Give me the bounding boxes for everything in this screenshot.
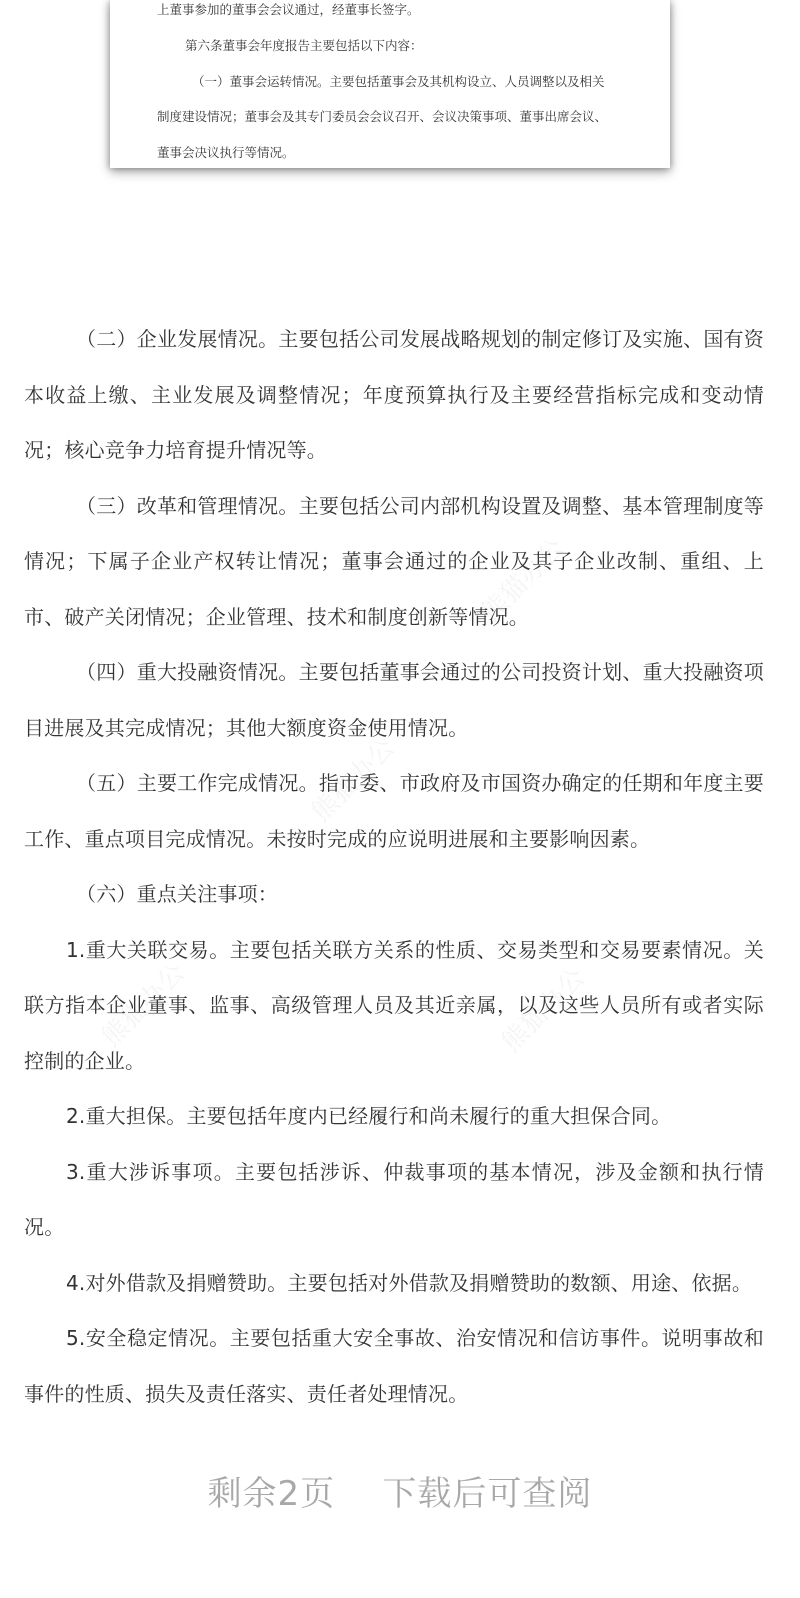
remaining-pages-notice[interactable]: 剩余2页 下载后可查阅	[207, 1474, 593, 1514]
paragraph: （二）企业发展情况。主要包括公司发展战略规划的制定修订及实施、国有资本收益上缴、主业发展及调整情况；年度预算执行及主要经营指标完成和变动情况；核心竞争力培育提升情况等。	[24, 327, 764, 462]
document-body	[24, 312, 764, 1422]
paragraph: 1.重大关联交易。主要包括关联方关系的性质、交易类型和交易要素情况。关联方指本企业董事、监事、高级管理人员及其近亲属，以及这些人员所有或者实际控制的企业。	[24, 937, 764, 1073]
paragraph: （六）重点关注事项：	[76, 882, 278, 906]
paragraph: （五）主要工作完成情况。指市委、市政府及市国资办确定的任期和年度主要工作、重点项目完成情况。未按时完成的应说明进展和主要影响因素。	[24, 771, 764, 851]
preview-line: 制度建设情况；董事会及其专门委员会会议召开、会议决策事项、董事出席会议、	[157, 109, 608, 124]
paragraph: （三）改革和管理情况。主要包括公司内部机构设置及调整、基本管理制度等情况；下属子企业产权转让情况；董事会通过的企业及其子企业改制、重组、上市、破产关闭情况；企业管理、技术和制度创新等情况。	[24, 493, 764, 629]
preview-line: （一）董事会运转情况。主要包括董事会及其机构设立、人员调整以及相关	[192, 74, 605, 89]
preview-line: 董事会决议执行等情况。	[157, 145, 295, 160]
paragraph: 2.重大担保。主要包括年度内已经履行和尚未履行的重大担保合同。	[66, 1104, 672, 1128]
document-preview-card	[110, 0, 670, 168]
paragraph: 5.安全稳定情况。主要包括重大安全事故、治安情况和信访事件。说明事故和事件的性质、损失及责任落实、责任者处理情况。	[24, 1326, 764, 1406]
preview-line: 上董事参加的董事会会议通过，经董事长签字。	[157, 2, 420, 17]
paragraph: 3.重大涉诉事项。主要包括涉诉、仲裁事项的基本情况，涉及金额和执行情况。	[24, 1159, 764, 1239]
paragraph: 4.对外借款及捐赠赞助。主要包括对外借款及捐赠赞助的数额、用途、依据。	[66, 1270, 753, 1295]
preview-line: 第六条董事会年度报告主要包括以下内容：	[185, 38, 423, 53]
paragraph: （四）重大投融资情况。主要包括董事会通过的公司投资计划、重大投融资项目进展及其完成情况；其他大额度资金使用情况。	[24, 660, 764, 740]
